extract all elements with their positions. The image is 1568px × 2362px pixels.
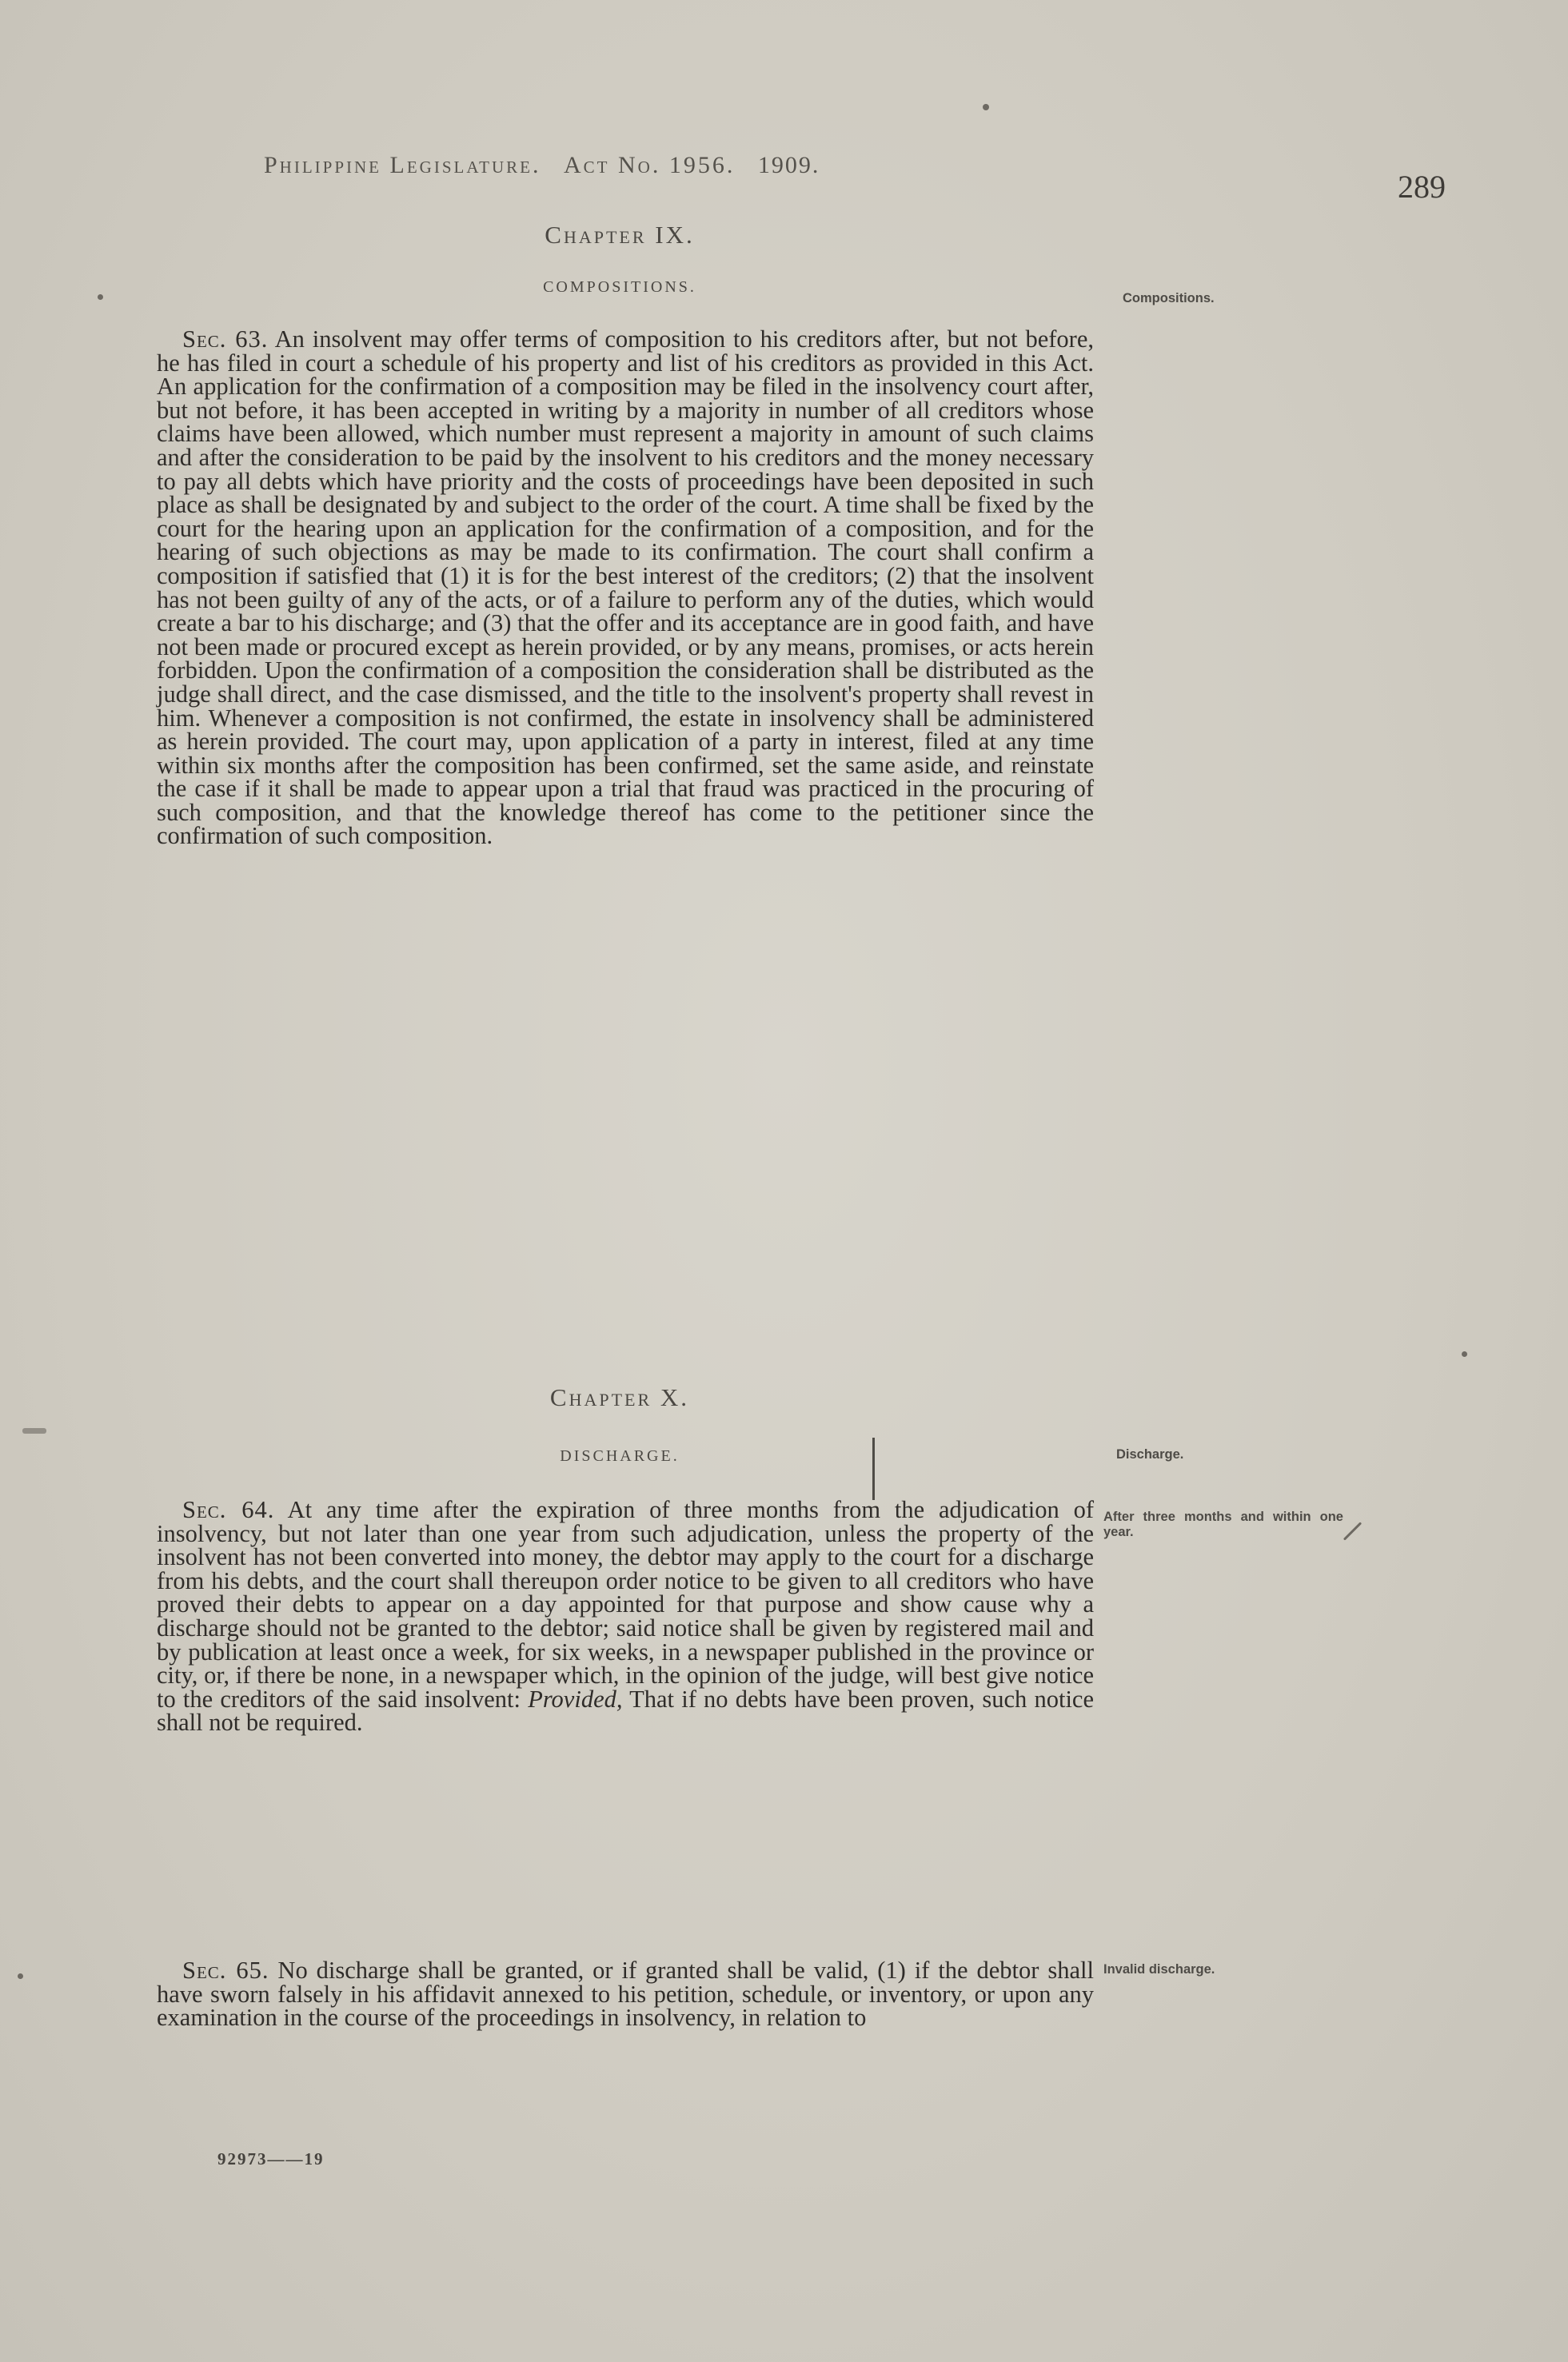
scan-speck <box>98 294 103 300</box>
scan-speck <box>22 1428 46 1434</box>
running-head <box>264 152 820 179</box>
section-64-label: Sec. 64. <box>182 1496 275 1523</box>
chapter-ix-subtitle: COMPOSITIONS. <box>543 278 696 296</box>
page-number: 289 <box>1398 169 1446 205</box>
section-63-text: An insolvent may offer terms of composition to his creditors after, but not before, he has filed in court a schedule of his property and list of his creditors as provided in this Act. An application for the confirmation of a composition may be filed in the insolvency court after, but not before, it has been accepted in writing by a majority in number of all creditors whose claims have been allowed, which number must represent a majority in amount of such claims and after the consideration to be paid by the insolvent to his creditors and the money necessary to pay all debts which have priority and the costs of proceedings have been deposited in such place as shall be designated by and subject to the order of the court. A time shall be fixed by the court for the hearing upon an application for the confirmation of a composition, and for the hearing of such objections as may be made to its confirmation. The court shall confirm a composition if satisfied that (1) it is for the best interest of the creditors; (2) that the insolvent has not been guilty of any of the acts, or of a failure to perform any of the duties, which would create a bar to his discharge; and (3) that the offer and its acceptance are in good faith, and have not been made or procured except as herein provided, or by any means, promises, or acts herein forbidden. Upon the confirmation of a composition the consideration shall be distributed as the judge shall direct, and the case dismissed, and the title to the insolvent's property shall revest in him. Whenever a composition is not confirmed, the estate in insolvency shall be administered as herein provided. The court may, upon application of a party in interest, filed at any time within six months after the composition has been confirmed, set the same aside, and reinstate the case if it shall be made to appear upon a trial that fraud was practiced in the procuring of such composition, and that the knowledge thereof has come to the petitioner since the confirmation of such composition. <box>157 325 1094 850</box>
chapter-ix-title: Chapter IX. <box>545 221 695 249</box>
act-number: Act No. 1956. <box>564 152 736 178</box>
section-65-label: Sec. 65. <box>182 1957 269 1984</box>
section-64-text: At any time after the expiration of three months from the adjudication of insolvency, but not later than one year from such adjudication, unless the property of the insolvent has not been converted into money, the debtor may apply to the court for a discharge from his debts, and the court shall thereupon order notice to be given to all creditors who have proved their debts to appear on a day appointed for that purpose and show cause why a discharge should not be granted to the debtor; said notice shall be given by registered mail and by publication at least once a week, for six weeks, in a newspaper published in the province or city, or, if there be none, in a newspaper which, in the opinion of the judge, will best give notice to the creditors of the said insolvent: <box>157 1496 1094 1713</box>
legislature-name: Philippine Legislature. <box>264 152 541 178</box>
section-65-text: No discharge shall be granted, or if granted shall be valid, (1) if the debtor shall have sworn falsely in his affidavit annexed to his petition, schedule, or inventory, or upon any examination in the course of the proceedings in insolvency, in relation to <box>157 1957 1094 2032</box>
scan-speck <box>1462 1351 1467 1357</box>
section-63-label: Sec. 63. <box>182 325 269 353</box>
printer-signature: 92973——19 <box>217 2149 325 2168</box>
sidenote-invalid-discharge: Invalid discharge. <box>1103 1962 1215 1977</box>
section-65-paragraph <box>157 1959 1094 2030</box>
sidenote-discharge: Discharge. <box>1116 1447 1184 1462</box>
section-63-paragraph <box>157 325 1094 850</box>
scan-speck <box>18 1973 23 1979</box>
section-64-proviso: Provided, <box>528 1685 623 1713</box>
chapter-x-subtitle: DISCHARGE. <box>560 1447 680 1465</box>
print-tick-mark <box>872 1438 875 1500</box>
act-year: 1909. <box>757 152 820 178</box>
section-64-tail: That if no debts have been proven, such notice shall not be required. <box>157 1685 1095 1737</box>
scan-speck <box>983 104 989 110</box>
sidenote-compositions: Compositions. <box>1123 291 1215 305</box>
chapter-x-title: Chapter X. <box>549 1383 690 1411</box>
sidenote-after-three-months: After three months and within one year. <box>1103 1510 1343 1539</box>
section-64-paragraph <box>157 1498 1094 1735</box>
